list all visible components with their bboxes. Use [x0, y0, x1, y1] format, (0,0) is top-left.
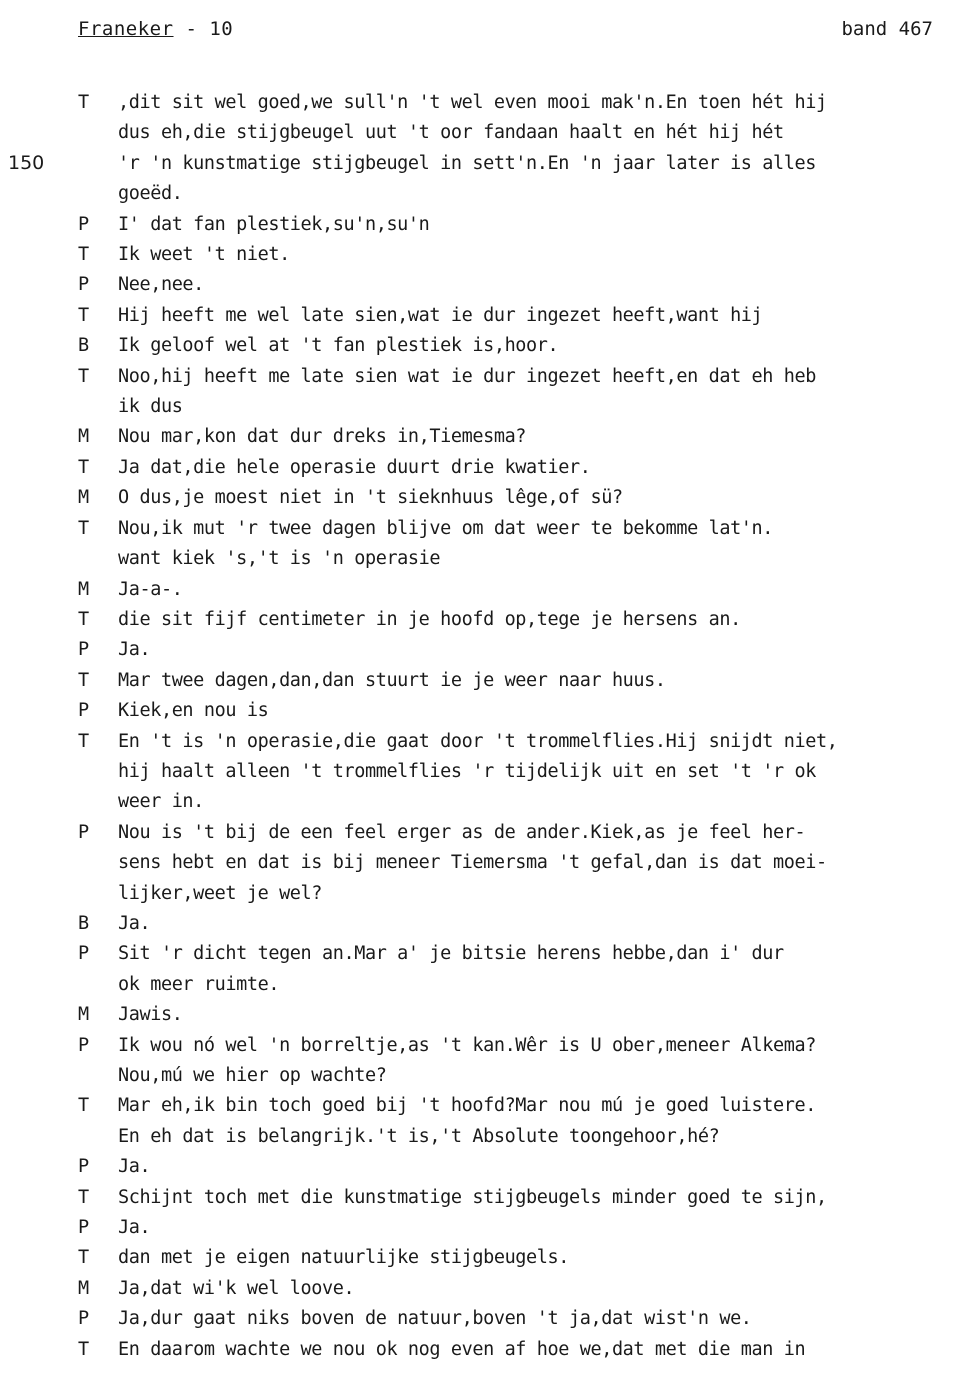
speech-text: Ik wou nó wel 'n borreltje,as 't kan.Wêr is U ober,meneer Alkema? Nou,mú we hier op wachte?: [118, 1034, 816, 1086]
speaker-label: T: [78, 1186, 90, 1208]
speaker-label: M: [78, 487, 90, 509]
speaker-label: M: [78, 578, 90, 600]
speaker-label: T: [78, 456, 90, 478]
speech-text: Ja,dat wi'k wel loove.: [118, 1277, 355, 1299]
page-header-left: [78, 18, 233, 40]
speech-text: O dus,je moest niet in 't sieknhuus lêge,of sü?: [118, 487, 623, 509]
dialogue-turn: [0, 88, 979, 210]
speaker-label: T: [78, 92, 90, 113]
speech-text: Ja-a-.: [118, 578, 183, 600]
speech-text: ,dit sit wel goed,we sull'n 't wel even mooi mak'n.En toen hét hij dus eh,die stijgbeugel uut 't oor fandaan haalt en hét hij hét 'r 'n kunstmatige stijgbeugel in sett'n.En 'n jaar later is alles goeëd.: [118, 92, 827, 205]
speech-text: Sit 'r dicht tegen an.Mar a' je bitsie herens hebbe,dan i' dur ok meer ruimte.: [118, 943, 784, 995]
dialogue-turn: [0, 453, 979, 483]
speaker-label: T: [78, 1247, 90, 1269]
transcript-body: [0, 88, 979, 1365]
dialogue-turn: [0, 635, 979, 665]
speaker-label: P: [78, 943, 90, 965]
speaker-label: P: [78, 1034, 90, 1056]
speech-text: Mar twee dagen,dan,dan stuurt ie je weer naar huus.: [118, 669, 666, 691]
speech-text: Ja,dur gaat niks boven de natuur,boven 't ja,dat wist'n we.: [118, 1308, 752, 1330]
speaker-label: T: [78, 1338, 90, 1360]
speech-text: Nou is 't bij de een feel erger as de ander.Kiek,as je feel her- sens hebt en dat is bij meneer Tiemersma 't gefal,dan is dat moei- lijker,weet je wel?: [118, 821, 827, 904]
speech-text: Mar eh,ik bin toch goed bij 't hoofd?Mar nou mú je goed luistere. En eh dat is belangrijk.'t is,'t Absolute toongehoor,hé?: [118, 1095, 816, 1147]
speaker-label: T: [78, 365, 90, 387]
dialogue-turn: [0, 1335, 979, 1365]
speaker-label: P: [78, 700, 90, 722]
dialogue-turn: [0, 210, 979, 240]
dialogue-turn: [0, 362, 979, 423]
dialogue-turn: [0, 1274, 979, 1304]
speech-text: Ja.: [118, 912, 151, 934]
page-number: - 10: [185, 18, 234, 40]
speech-text: Hij heeft me wel late sien,wat ie dur ingezet heeft,want hij: [118, 304, 763, 326]
speaker-label: P: [78, 213, 90, 235]
speech-text: Jawis.: [118, 1004, 183, 1026]
dialogue-turn: [0, 270, 979, 300]
speaker-label: P: [78, 639, 90, 661]
speech-text: Ja.: [118, 639, 151, 661]
speech-text: Ja.: [118, 1217, 151, 1239]
dialogue-turn: [0, 1000, 979, 1030]
dialogue-turn: [0, 939, 979, 1000]
place-name: Franeker: [78, 18, 174, 40]
speech-text: dan met je eigen natuurlijke stijgbeugels.: [118, 1247, 569, 1269]
dialogue-turn: [0, 301, 979, 331]
dialogue-turn: [0, 1304, 979, 1334]
speaker-label: T: [78, 517, 90, 539]
speech-text: Ik weet 't niet.: [118, 244, 290, 266]
speech-text: Nee,nee.: [118, 274, 204, 296]
speech-text: Ja.: [118, 1156, 151, 1178]
speaker-label: P: [78, 1308, 90, 1330]
speaker-label: T: [78, 669, 90, 691]
dialogue-turn: [0, 909, 979, 939]
speaker-label: T: [78, 730, 90, 752]
dialogue-turn: [0, 818, 979, 909]
dialogue-turn: [0, 1213, 979, 1243]
speaker-label: T: [78, 608, 90, 630]
speech-text: Schijnt toch met die kunstmatige stijgbeugels minder goed te sijn,: [118, 1186, 827, 1208]
speaker-label: B: [78, 335, 90, 357]
speaker-label: T: [78, 244, 90, 266]
speech-text: Ja dat,die hele operasie duurt drie kwatier.: [118, 456, 591, 478]
speech-text: Ik geloof wel at 't fan plestiek is,hoor.: [118, 335, 559, 357]
dialogue-turn: [0, 1031, 979, 1092]
dialogue-turn: [0, 1243, 979, 1273]
band-label: band 467: [841, 18, 933, 40]
dialogue-turn: [0, 1091, 979, 1152]
speech-text: En 't is 'n operasie,die gaat door 't trommelflies.Hij snijdt niet, hij haalt alleen 't trommelflies 'r tijdelijk uit en set 't 'r ok weer in.: [118, 730, 838, 813]
speech-text: En daarom wachte we nou ok nog even af hoe we,dat met die man in: [118, 1338, 806, 1360]
dialogue-turn: [0, 240, 979, 270]
speaker-label: M: [78, 1277, 90, 1299]
dialogue-turn: [0, 331, 979, 361]
speaker-label: P: [78, 1217, 90, 1239]
speaker-label: B: [78, 912, 90, 934]
dialogue-turn: [0, 727, 979, 818]
speaker-label: M: [78, 1004, 90, 1026]
speaker-label: T: [78, 1095, 90, 1117]
dialogue-turn: [0, 422, 979, 452]
speaker-label: T: [78, 304, 90, 326]
speaker-label: P: [78, 274, 90, 296]
speech-text: Nou,ik mut 'r twee dagen blijve om dat weer te bekomme lat'n. want kiek 's,'t is 'n operasie: [118, 517, 774, 570]
dialogue-turn: [0, 575, 979, 605]
dialogue-turn: [0, 483, 979, 513]
dialogue-turn: [0, 514, 979, 575]
dialogue-turn: [0, 1152, 979, 1182]
dialogue-turn: [0, 605, 979, 635]
speaker-label: P: [78, 821, 90, 843]
dialogue-turn: [0, 666, 979, 696]
speaker-label: P: [78, 1156, 90, 1178]
dialogue-turn: [0, 696, 979, 726]
margin-line-number: 150: [8, 152, 45, 174]
speech-text: Nou mar,kon dat dur dreks in,Tiemesma?: [118, 426, 527, 448]
speaker-label: M: [78, 426, 90, 448]
speech-text: die sit fijf centimeter in je hoofd op,tege je hersens an.: [118, 608, 741, 630]
dialogue-turn: [0, 1183, 979, 1213]
speech-text: Noo,hij heeft me late sien wat ie dur ingezet heeft,en dat eh heb ik dus: [118, 365, 816, 418]
speech-text: Kiek,en nou is: [118, 700, 269, 722]
speech-text: I' dat fan plestiek,su'n,su'n: [118, 213, 430, 235]
